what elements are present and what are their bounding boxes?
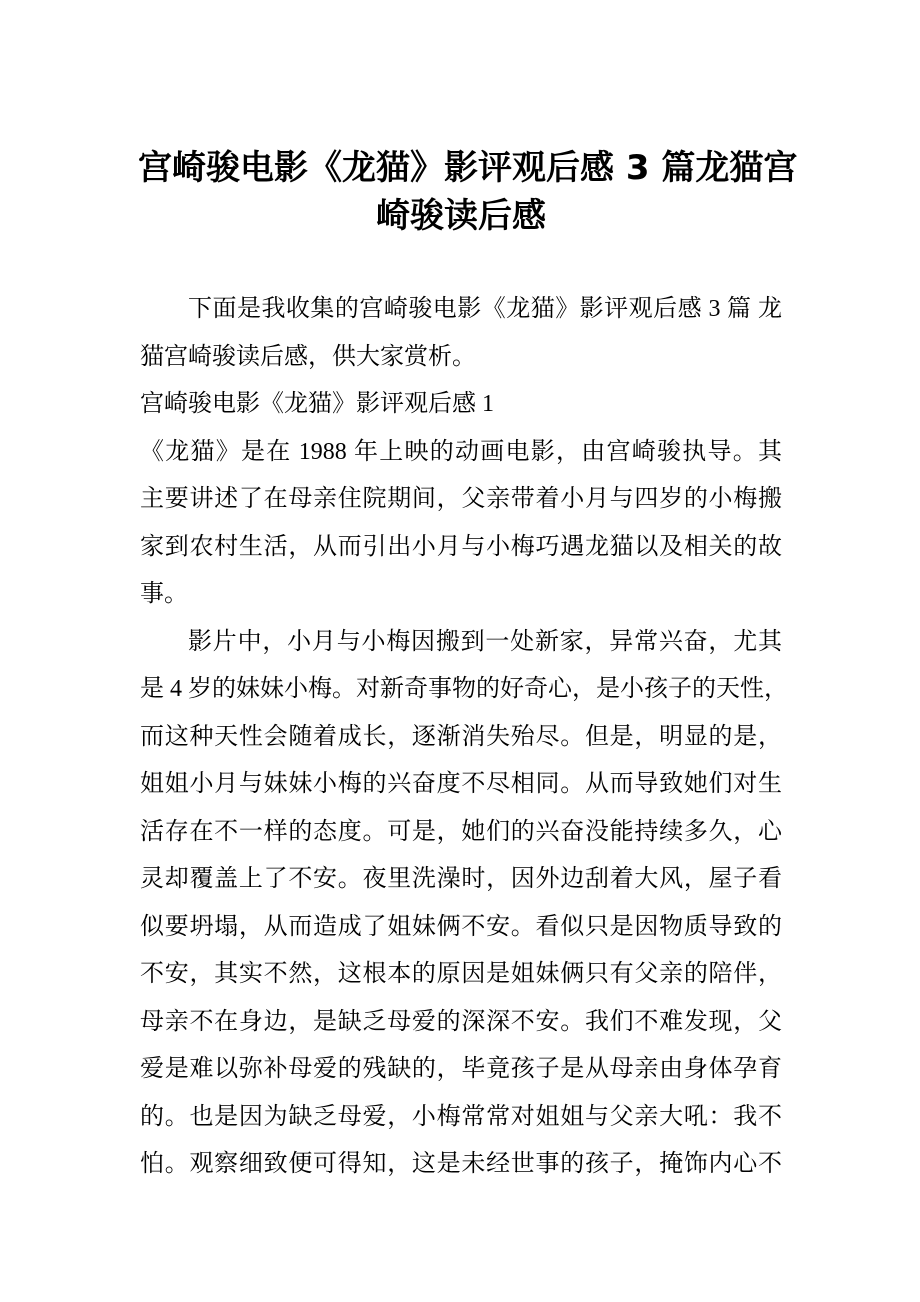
text-line: 猫宫崎骏读后感，供大家赏析。 bbox=[140, 343, 476, 370]
text-line: 事。 bbox=[140, 581, 188, 607]
document-body bbox=[140, 286, 788, 1189]
text-line: 的。也是因为缺乏母爱，小梅常常对姐姐与父亲大吼：我不 bbox=[140, 1103, 782, 1130]
text-line: 爱是难以弥补母爱的残缺的，毕竟孩子是从母亲由身体孕育 bbox=[140, 1056, 782, 1082]
intro-paragraph bbox=[140, 286, 782, 381]
text-line: 似要坍塌，从而造成了姐妹俩不安。看似只是因物质导致的 bbox=[140, 913, 782, 940]
text-line: 主要讲述了在母亲住院期间，父亲带着小月与四岁的小梅搬 bbox=[140, 486, 782, 512]
title-line: 崎骏读后感 bbox=[376, 195, 546, 236]
text-line: 下面是我收集的宫崎骏电影《龙猫》影评观后感 3 篇 龙 bbox=[188, 296, 782, 322]
section-heading bbox=[140, 381, 782, 429]
text-line: 《龙猫》是在 1988 年上映的动画电影，由宫崎骏执导。其 bbox=[140, 438, 782, 465]
document-title bbox=[138, 138, 798, 236]
text-line: 家到农村生活，从而引出小月与小梅巧遇龙猫以及相关的故 bbox=[140, 533, 782, 560]
paragraph bbox=[140, 429, 782, 619]
text-line: 姐姐小月与妹妹小梅的兴奋度不尽相同。从而导致她们对生 bbox=[140, 771, 782, 797]
text-line: 影片中，小月与小梅因搬到一处新家，异常兴奋，尤其 bbox=[188, 628, 782, 655]
text-line: 母亲不在身边，是缺乏母爱的深深不安。我们不难发现，父 bbox=[140, 1008, 782, 1035]
text-line: 是 4 岁的妹妹小梅。对新奇事物的好奇心，是小孩子的天性， bbox=[140, 676, 788, 702]
text-line: 不安，其实不然，这根本的原因是姐妹俩只有父亲的陪伴， bbox=[140, 961, 782, 987]
text-line: 而这种天性会随着成长，逐渐消失殆尽。但是，明显的是， bbox=[140, 723, 782, 750]
title-line: 宫崎骏电影《龙猫》影评观后感 3 篇龙猫宫 bbox=[138, 148, 798, 188]
text-line: 怕。观察细致便可得知，这是未经世事的孩子，掩饰内心不 bbox=[140, 1151, 782, 1177]
text-line: 活存在不一样的态度。可是，她们的兴奋没能持续多久，心 bbox=[140, 818, 782, 845]
paragraph bbox=[140, 619, 788, 1189]
text-line: 灵却覆盖上了不安。夜里洗澡时，因外边刮着大风，屋子看 bbox=[140, 866, 782, 892]
text-line: 宫崎骏电影《龙猫》影评观后感 1 bbox=[140, 391, 494, 417]
